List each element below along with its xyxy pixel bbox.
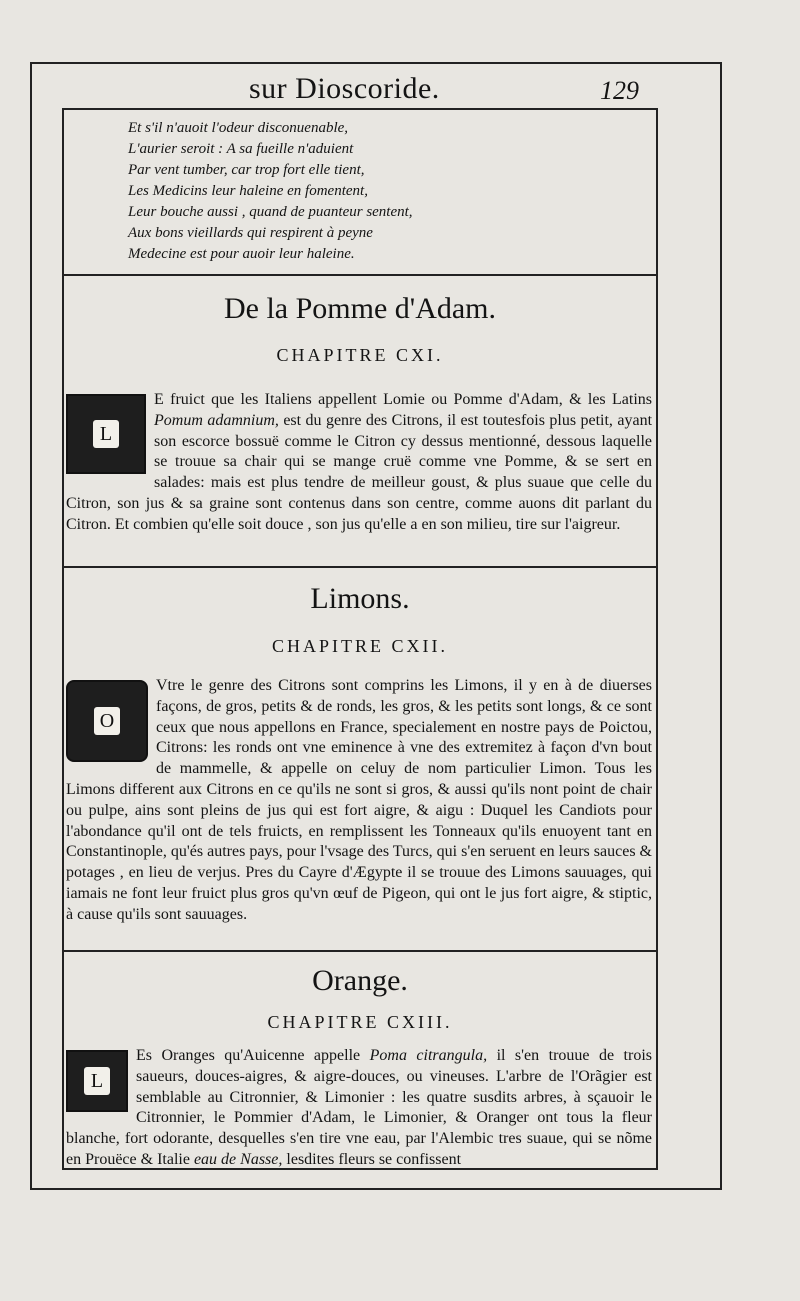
chapter-heading: CHAPITRE CXII. xyxy=(272,636,448,656)
verse-line: L'aurier seroit : A sa fueille n'aduient xyxy=(128,141,354,157)
paragraph-tail: lesdites fleurs se confissent xyxy=(286,1150,462,1168)
initial-letter: L xyxy=(93,420,119,448)
lead-text: Es Oranges qu'Auicenne appelle xyxy=(136,1047,361,1064)
verse-line: Aux bons vieillards qui respirent à peyne xyxy=(128,225,373,241)
verse-line: Par vent tumber, car trop fort elle tient, xyxy=(128,162,365,178)
decorated-initial xyxy=(66,1050,128,1112)
page-header xyxy=(34,70,718,110)
running-title: sur Dioscoride. xyxy=(249,72,440,105)
section-divider xyxy=(62,274,658,276)
italic-term: eau de Nasse, xyxy=(193,1150,283,1168)
latin-name: Pomum adamnium, xyxy=(154,411,279,429)
lead-text: E fruict que les Italiens appellent Lomie ou Pomme d'Adam, & les Latins xyxy=(154,391,652,408)
verse-top-rule xyxy=(62,108,658,110)
verse-line: Leur bouche aussi , quand de puanteur sentent, xyxy=(128,204,413,220)
decorated-initial xyxy=(66,680,148,762)
section-divider xyxy=(62,566,658,568)
verse-line: Les Medicins leur haleine en fomentent, xyxy=(128,183,368,199)
bottom-rule xyxy=(62,1168,658,1170)
chapter-heading: CHAPITRE CXIII. xyxy=(267,1012,453,1032)
page-number: 129 xyxy=(600,76,639,105)
chapter-heading: CHAPITRE CXI. xyxy=(276,345,444,365)
section-title: Limons. xyxy=(310,582,410,615)
initial-letter: O xyxy=(94,707,120,735)
initial-letter: L xyxy=(84,1067,110,1095)
section-body xyxy=(66,676,652,926)
decorated-initial xyxy=(66,394,146,474)
section-divider xyxy=(62,950,658,952)
verse-line: Et s'il n'auoit l'odeur disconuenable, xyxy=(128,120,349,136)
section-title: De la Pomme d'Adam. xyxy=(223,292,497,325)
section-body xyxy=(66,1046,652,1171)
paragraph-text: Vtre le genre des Citrons sont comprins les Limons, il y en à de diuerses façons, de gros, petits & de ronds, les gros, & les petits sont longs, & ce sont ceux que nous appellons en France, specialement en nostre pays de Poictou, Citrons: les ronds ont vne eminence à vne des extremitez à façon d'vn bout de mammelle, & appelle on celuy de nom particulier Limon. Tous les Limons different aux Citrons en ce qu'ils ne sont si gros, & aussi qu'ils nont point de chair ou pulpe, ains sont pleins de jus qui est fort aigre, & aigu : Duquel les Candiots pour l'abondance qu'il ont de tels fruicts, en remplissent les Tonneaux qu'ils enuoyent tant en Constantinople, qu'és autres pays, pour l'vsage des Turcs, qui s'en seruent en leurs sauces & potages , en lieu de verjus. Pres du Cayre d'Ægypte il se trouue des Limons sauuages, qui iamais ne font leur fruict plus gros qu'vn œuf de Pigeon, qui ont le jus fort aigre, & stiptic, à cause qu'ils sont sauuages. xyxy=(66,677,652,923)
section-body xyxy=(66,390,652,536)
paragraph-text: il s'en trouue de trois saueurs, douces-aigres, & aigre-douces, ou vineuses. L'arbre de l'Orãgier est semblable au Citronnier, & Limonier : les quatre susdits arbres, à sçauoir le Citronnier, le Pommier d'Adam, le Limonier, & Oranger ont tous la fleur blanche, fort odorante, desquelles s'en tire vne eau, par l'Alembic tres suaue, qui se nõme en Prouëce & Italie xyxy=(66,1047,652,1168)
section-title: Orange. xyxy=(312,964,408,997)
verse-line: Medecine est pour auoir leur haleine. xyxy=(128,246,355,262)
latin-name: Poma citrangula, xyxy=(369,1047,488,1064)
verse-block xyxy=(128,118,568,265)
paragraph-text: est du genre des Citrons, il est toutesfois plus petit, ayant son escorce bossuë comme le Citron cy dessus mentionné, dessous laquelle se trouue sa chair qui se mange cruë comme vne Pomme, & se sert en salades: mais est plus tendre de meilleur goust, & plus suaue que celle du Citron, son jus & sa graine sont contenus dans son centre, comme auons dit parlant du Citron. Et combien qu'elle soit douce , son jus qu'elle a en son milieu, tire sur l'aigreur. xyxy=(66,411,653,533)
